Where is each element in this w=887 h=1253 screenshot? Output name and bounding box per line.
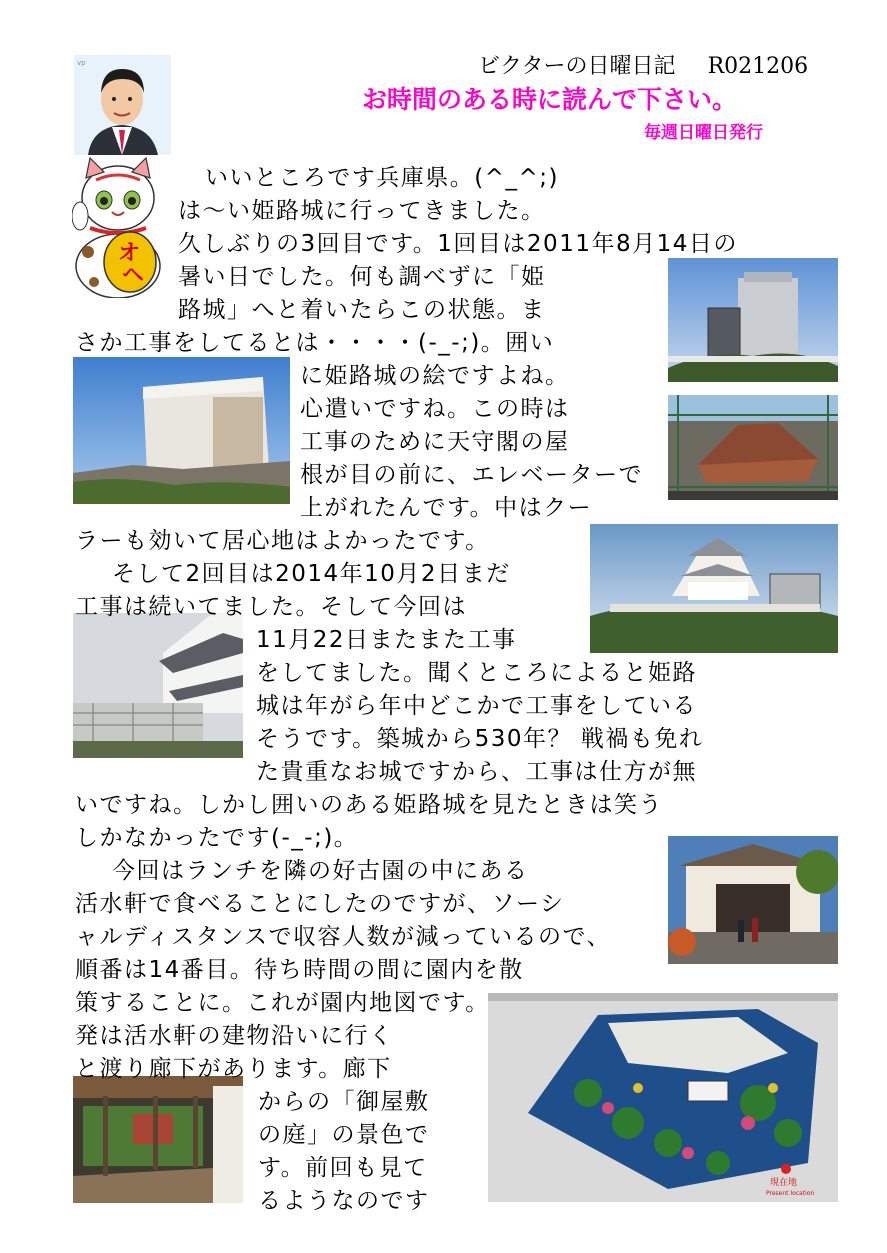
svg-text:オ: オ xyxy=(118,241,141,266)
body-line-31: す。前回も見て xyxy=(258,1155,428,1181)
corridor-photo xyxy=(73,1076,243,1203)
body-line-26: 策することに。これが園内地図です。 xyxy=(75,990,490,1016)
roof-construction-photo xyxy=(668,395,838,500)
covered-keep-photo xyxy=(73,357,290,504)
svg-text:vp: vp xyxy=(77,59,86,67)
map-marker-label-en: Present location xyxy=(766,1190,815,1197)
body-line-28: と渡り廊下があります。廊下 xyxy=(75,1056,392,1082)
garden-map-photo xyxy=(488,993,838,1202)
castle-distant-photo xyxy=(590,524,838,653)
body-line-14: 工事は続いてました。そして今回は xyxy=(75,594,467,620)
map-marker-label: 現在地 xyxy=(770,1178,798,1188)
body-line-9: 工事のために天守閣の屋 xyxy=(300,429,570,455)
body-line-12: ラーも効いて居心地はよかったです。 xyxy=(75,528,490,554)
maneki-neko-illustration xyxy=(72,156,164,298)
body-line-24: ャルディスタンスで収容人数が減っているので、 xyxy=(75,924,612,950)
body-line-4: 暑い日でした。何も調べずに「姫 xyxy=(178,264,546,290)
body-line-15: 11月22日またまた工事 xyxy=(256,627,517,653)
body-line-21: しかなかったです(-_-;)。 xyxy=(75,825,359,851)
body-line-16: をしてました。聞くところによると姫路 xyxy=(256,660,697,686)
body-line-13: そして2回目は2014年10月2日まだ xyxy=(112,561,511,587)
kassuiken-building-photo xyxy=(668,836,838,964)
body-line-11: 上がれたんです。中はクー xyxy=(300,495,593,521)
header-diary-title xyxy=(478,49,808,80)
body-line-7: に姫路城の絵ですよね。 xyxy=(300,363,570,389)
body-line-22: 今回はランチを隣の好古園の中にある xyxy=(112,858,529,884)
subline: 毎週日曜日発行 xyxy=(644,123,763,143)
svg-text:ヘ: ヘ xyxy=(122,263,145,288)
body-line-25: 順番は14番目。待ち時間の間に園内を散 xyxy=(75,957,524,983)
body-line-32: るようなのです xyxy=(258,1188,430,1214)
body-line-30: の庭」の景色で xyxy=(258,1122,430,1148)
body-line-19: た貴重なお城ですから、工事は仕方が無 xyxy=(256,759,697,785)
body-line-20: いですね。しかし囲いのある姫路城を見たときは笑う xyxy=(75,792,663,818)
headline: お時間のある時に読んで下さい。 xyxy=(362,85,738,114)
castle-scaffolding-photo xyxy=(668,258,838,382)
body-line-5: 路城」へと着いたらこの状態。ま xyxy=(178,297,546,323)
body-line-18: そうです。築城から530年？ 戦禍も免れ xyxy=(256,726,704,752)
castle-closeup-photo xyxy=(73,613,243,758)
body-line-3: 久しぶりの3回目です。1回目は2011年8月14日の xyxy=(178,231,738,257)
body-line-2: は～い姫路城に行ってきました。 xyxy=(178,198,546,224)
body-line-23: 活水軒で食べることにしたのですが、ソーシ xyxy=(75,891,565,917)
body-line-29: からの「御屋敷 xyxy=(258,1089,430,1115)
body-line-27: 発は活水軒の建物沿いに行く xyxy=(75,1023,394,1049)
body-line-1: いいところです兵庫県。(^_^;) xyxy=(205,165,560,191)
body-line-10: 根が目の前に、エレベーターで xyxy=(300,462,643,488)
issue-code: R021206 xyxy=(707,54,809,79)
body-line-6: さか工事をしてるとは・・・・(-_-;)。囲い xyxy=(75,330,555,356)
author-avatar xyxy=(74,55,171,155)
body-line-8: 心遣いですね。この時は xyxy=(300,396,570,422)
body-line-17: 城は年がら年中どこかで工事をしている xyxy=(256,693,697,719)
diary-title: ビクターの日曜日記 xyxy=(478,54,676,79)
